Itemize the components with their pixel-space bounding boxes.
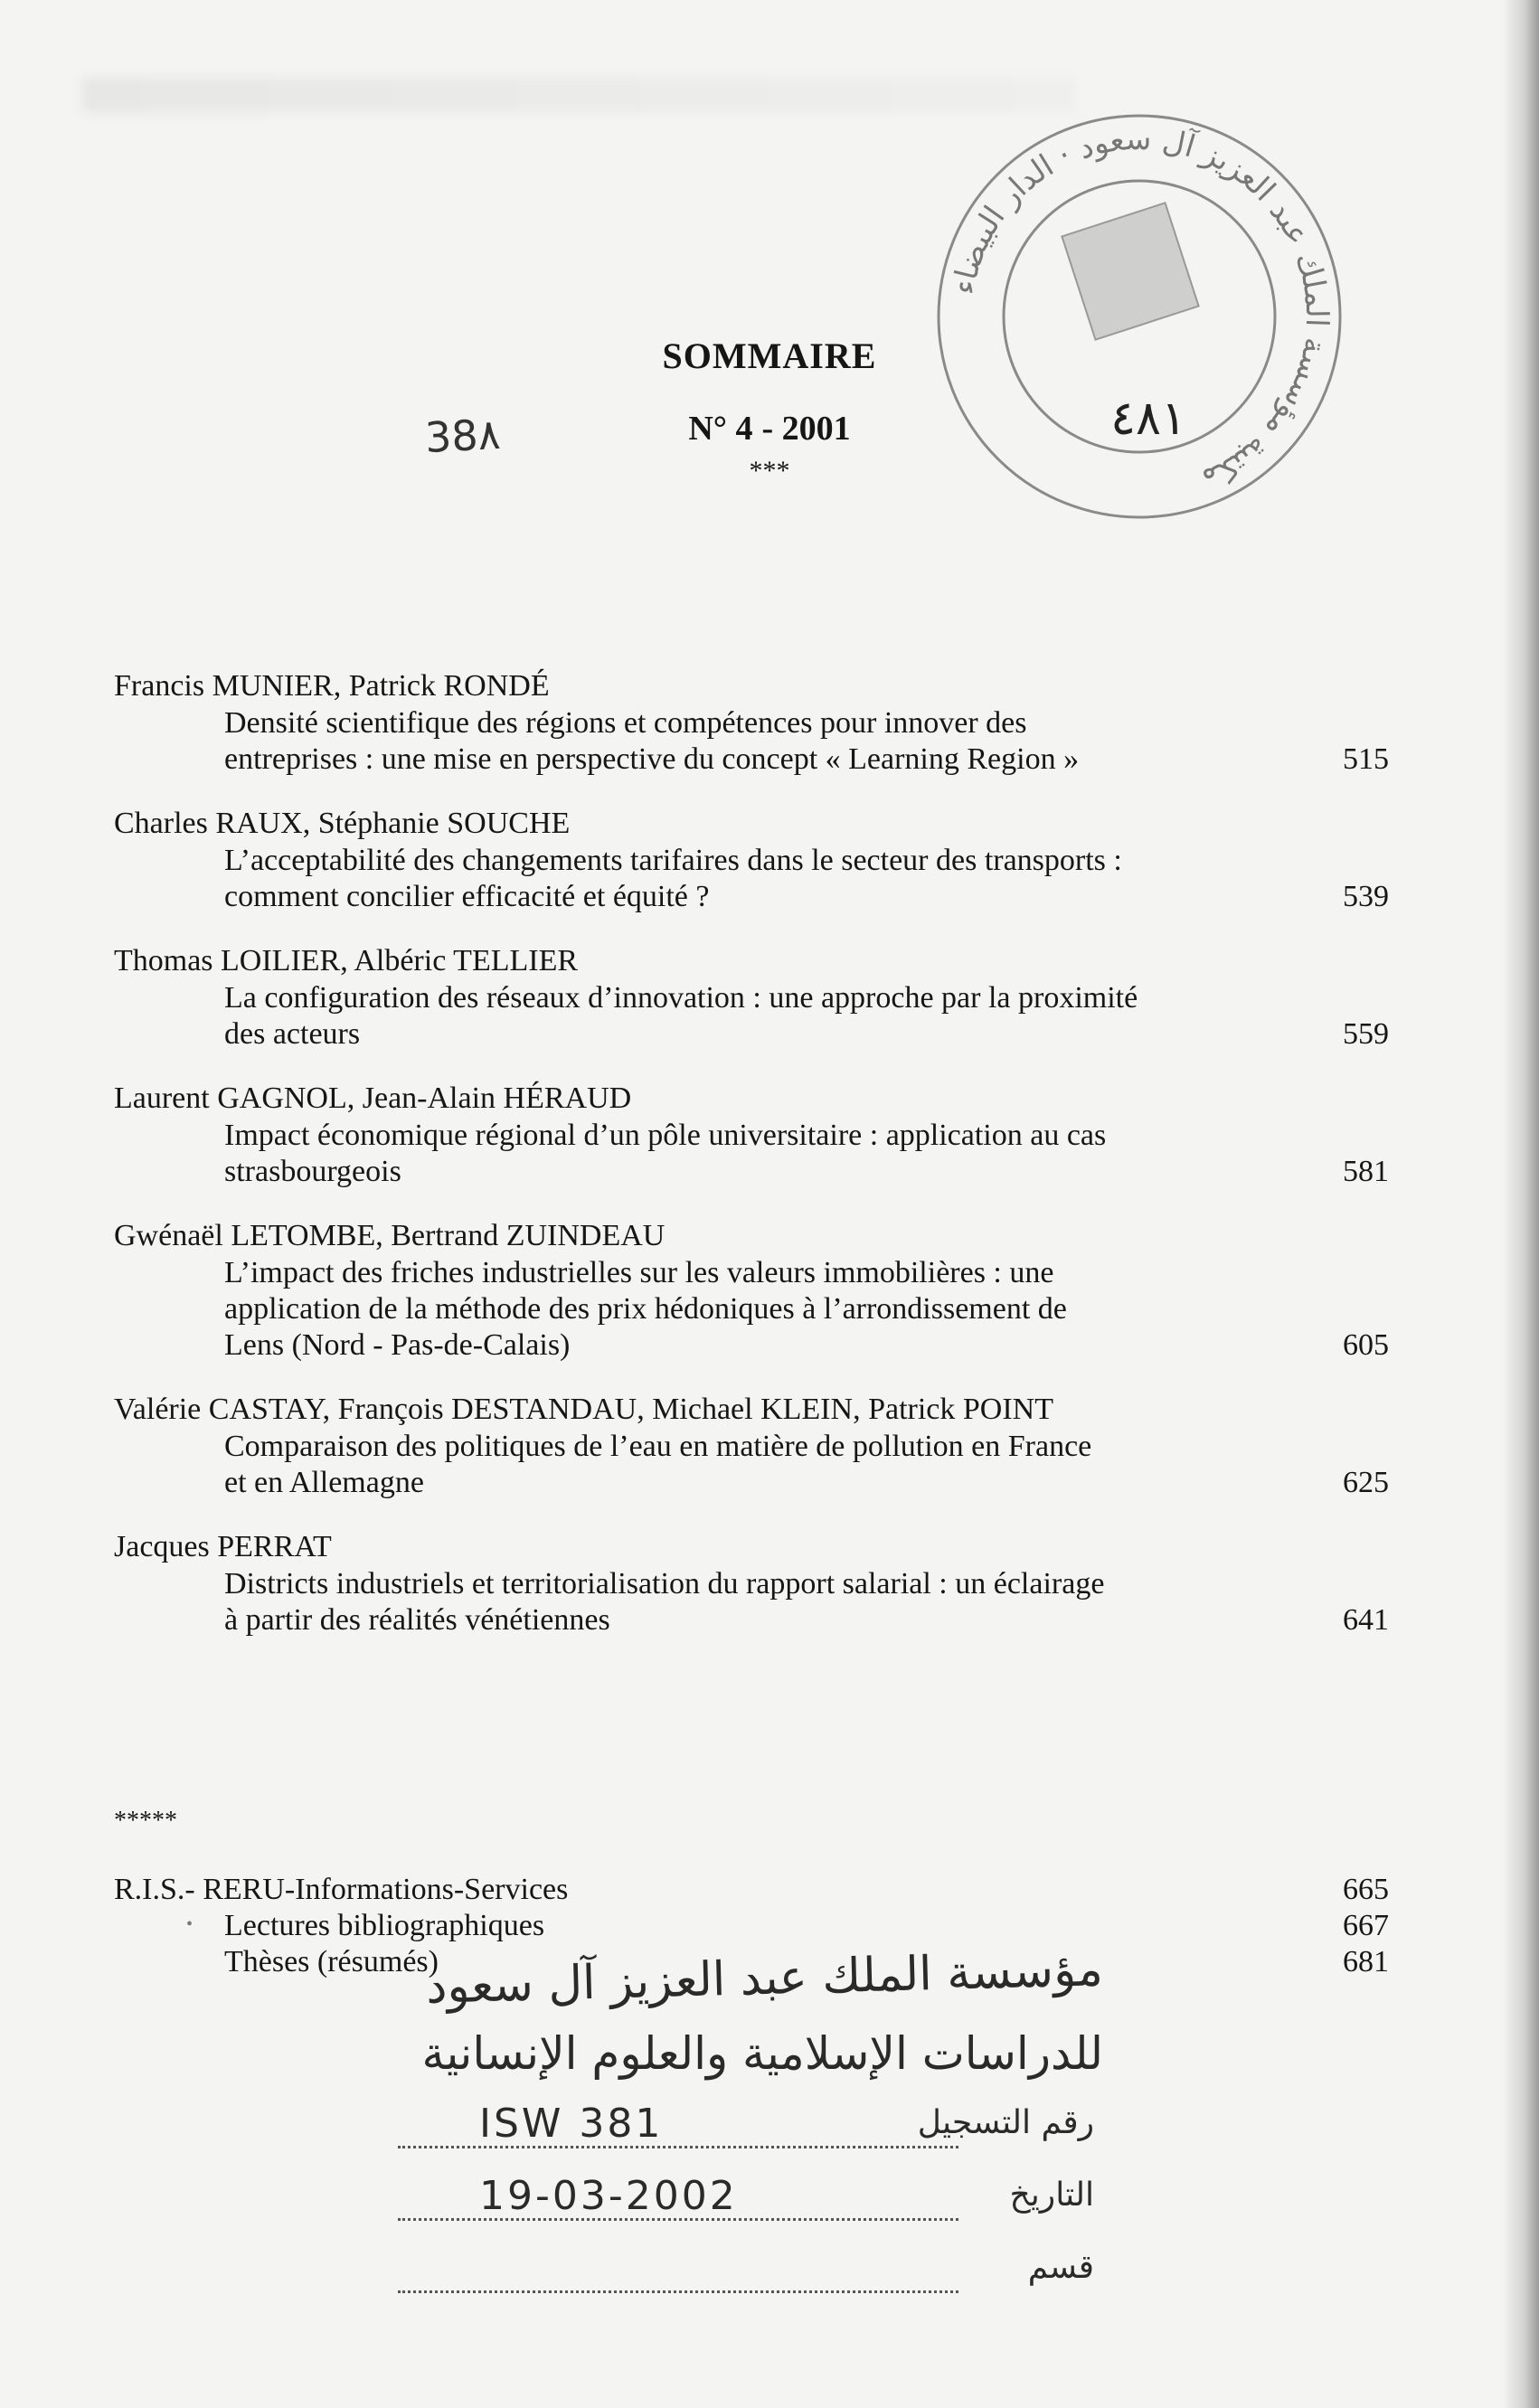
toc-title xyxy=(114,1429,1389,1501)
registration-number-row xyxy=(380,2100,1103,2154)
section-separator: ***** xyxy=(114,1807,177,1835)
toc-page-number: 515 xyxy=(1343,742,1389,776)
services-item-page: 667 xyxy=(1343,1909,1389,1942)
services-main-label: R.I.S.- RERU-Informations-Services xyxy=(114,1873,569,1906)
registration-institution-line1: مؤسسة الملك عبد العزيز آل سعود xyxy=(425,1942,1104,2015)
toc-authors: Valérie CASTAY, François DESTANDAU, Michael KLEIN, Patrick POINT xyxy=(114,1393,1053,1426)
toc-title xyxy=(114,1118,1389,1190)
toc-title-line: à partir des réalités vénétiennes xyxy=(224,1603,610,1637)
toc-page-number: 641 xyxy=(1343,1603,1389,1637)
toc-title-line: L’acceptabilité des changements tarifaires dans le secteur des transports : xyxy=(224,844,1122,877)
registration-number-label: رقم التسجيل xyxy=(917,2104,1094,2141)
registration-date-value: 19-03-2002 xyxy=(479,2173,738,2219)
services-item-label: Thèses (résumés) xyxy=(224,1945,439,1978)
issue-year: - 2001 xyxy=(761,410,851,448)
registration-section-row xyxy=(380,2244,1103,2299)
toc-title-line: application de la méthode des prix hédoniques à l’arrondissement de xyxy=(224,1292,1067,1326)
toc-entry[interactable] xyxy=(114,1217,1389,1364)
toc-title-line: strasbourgeois xyxy=(224,1155,401,1188)
registration-number-value: ISW 381 xyxy=(479,2101,664,2147)
stamp-text: مكتبة مؤسسة الملك عبد العزيز آل سعود · الدار البيضاء xyxy=(945,120,1336,498)
toc-entry[interactable] xyxy=(114,1528,1389,1638)
toc-entry[interactable] xyxy=(114,1391,1389,1501)
page-title: SOMMAIRE xyxy=(662,335,877,376)
toc-authors: Gwénaël LETOMBE, Bertrand ZUINDEAU xyxy=(114,1219,666,1252)
registration-date-row xyxy=(380,2172,1103,2226)
toc-authors: Charles RAUX, Stéphanie SOUCHE xyxy=(114,807,571,840)
toc-entry[interactable] xyxy=(114,942,1389,1053)
toc-title-line: comment concilier efficacité et équité ? xyxy=(224,880,710,913)
toc-page-number: 581 xyxy=(1343,1155,1389,1188)
toc-page-number: 625 xyxy=(1343,1466,1389,1499)
stamp-emblem xyxy=(1062,203,1198,339)
bleed-through-ghost xyxy=(81,77,1076,113)
stamp-handwritten: ٤٨١ xyxy=(1110,392,1186,446)
registration-stamp xyxy=(380,1944,1103,2306)
toc-authors: Thomas LOILIER, Albéric TELLIER xyxy=(114,944,579,977)
services-item[interactable] xyxy=(114,1908,1389,1944)
toc-authors: Jacques PERRAT xyxy=(114,1530,332,1563)
toc-title-line: entreprises : une mise en perspective du concept « Learning Region » xyxy=(224,742,1080,776)
services-main-page: 665 xyxy=(1343,1873,1389,1906)
toc-title xyxy=(114,980,1389,1053)
toc-title-line: et en Allemagne xyxy=(224,1466,424,1499)
registration-section-label: قسم xyxy=(1027,2249,1094,2286)
toc-title-line: Districts industriels et territorialisation du rapport salarial : un éclairage xyxy=(224,1567,1105,1601)
toc-title xyxy=(114,1566,1389,1638)
dotted-line xyxy=(398,2290,958,2293)
services-main-row[interactable] xyxy=(114,1872,1389,1908)
toc-title-line: Densité scientifique des régions et compétences pour innover des xyxy=(224,706,1027,740)
services-item-label: Lectures bibliographiques xyxy=(224,1909,545,1942)
toc-title-line: Impact économique régional d’un pôle universitaire : application au cas xyxy=(224,1119,1107,1152)
toc-title-line: Lens (Nord - Pas-de-Calais) xyxy=(224,1328,571,1362)
toc-page-number: 559 xyxy=(1343,1017,1389,1051)
toc-title-line: Comparaison des politiques de l’eau en matière de pollution en France xyxy=(224,1430,1092,1463)
toc-title-line: L’impact des friches industrielles sur les valeurs immobilières : une xyxy=(224,1256,1054,1289)
toc-title xyxy=(114,843,1389,915)
services-item-page: 681 xyxy=(1343,1945,1389,1978)
toc-title-line: La configuration des réseaux d’innovation : une approche par la proximité xyxy=(224,981,1138,1015)
table-of-contents xyxy=(114,667,1389,1666)
registration-date-label: التاريخ xyxy=(1009,2177,1094,2214)
toc-authors: Laurent GAGNOL, Jean-Alain HÉRAUD xyxy=(114,1081,632,1115)
toc-authors: Francis MUNIER, Patrick RONDÉ xyxy=(114,669,550,703)
registration-institution-line2: للدراسات الإسلامية والعلوم الإنسانية xyxy=(421,2027,1103,2080)
toc-title xyxy=(114,1255,1389,1364)
toc-entry[interactable] xyxy=(114,667,1389,778)
toc-entry[interactable] xyxy=(114,805,1389,915)
title-stars: *** xyxy=(749,456,790,486)
toc-page-number: 605 xyxy=(1343,1328,1389,1362)
toc-page-number: 539 xyxy=(1343,880,1389,913)
toc-title-line: des acteurs xyxy=(224,1017,361,1051)
bullet-dot-icon: • xyxy=(186,1914,194,1934)
library-stamp xyxy=(931,109,1347,524)
toc-title xyxy=(114,705,1389,778)
handwritten-number: 38۸ xyxy=(423,409,502,463)
toc-entry[interactable] xyxy=(114,1080,1389,1190)
issue-prefix: N° 4 xyxy=(688,410,753,448)
